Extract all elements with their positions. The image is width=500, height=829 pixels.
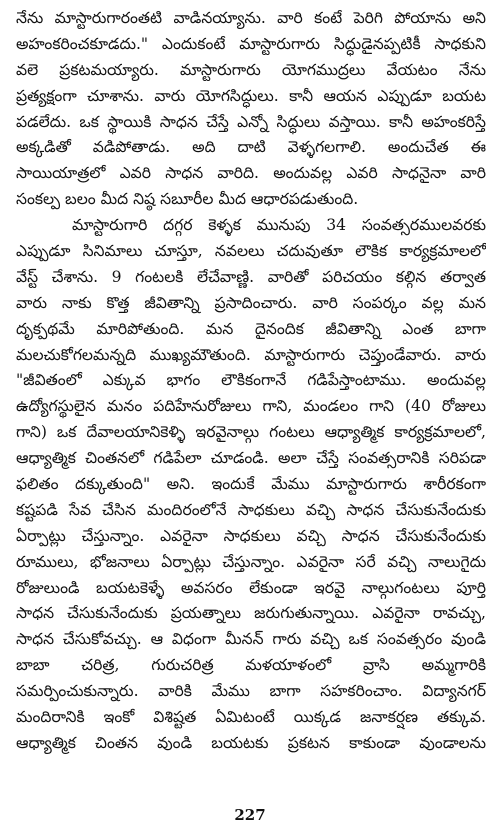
text-line: వలె ప్రకటమయ్యారు. మాస్టారుగారు యోగముద్రలు వేయటం నేను (16, 60, 486, 79)
text-line: ఉద్యోగస్థులైన మనం పదిహేనురోజులు గాని, మండలం గాని (40 రోజులు (16, 397, 486, 416)
text-line: మందిరానికి ఇంకో విశిష్టత ఏమిటంటే యిక్కడ జనాకర్షణ తక్కువ. (16, 708, 486, 727)
text-line: సాధన చేసుకునేందుకు ప్రయత్నాలు జరుగుతున్నాయి. ఎవరైనా రావచ్చు, (16, 604, 486, 623)
text-line: వేస్ట్ చేశాను. 9 గంటలకి లేచేవాణ్ణి. వారితో పరిచయం కల్గిన తర్వాత (16, 267, 486, 286)
text-line: ఏర్పాట్లు చేస్తున్నాం. ఎవరైనా సాధకులు వచ్చి సాధన చేసుకునేందుకు (16, 526, 486, 545)
text-line: వారు నాకు కొత్త జీవితాన్ని ప్రసాదించారు. వారి సంపర్కం వల్ల మన (16, 293, 486, 312)
body-text (16, 6, 486, 757)
text-line: సమర్పించుకున్నారు. వారికి మేము బాగా సహకరించాం. విద్యానగర్ (16, 682, 486, 701)
text-line: నేను మాస్టారుగారంతటి వాడినయ్యాను. వారి కంటే పెరిగి పోయాను అని (16, 9, 486, 27)
text-line: సాయియాత్రలో ఎవరి సాధన వారిది. అందువల్ల ఎవరి సాధనైనా వారి (16, 164, 486, 183)
text-line: సాధన చేసుకోవచ్చు. ఆ విధంగా మీనన్ గారు వచ్చి ఒక సంవత్సరం వుండి (16, 630, 486, 649)
text-line: ఫలితం దక్కుతుంది" అని. ఇందుకే మేము మాస్టారుగారు శారీరకంగా (16, 475, 486, 494)
text-line: దృక్పథమే మారిపోతుంది. మన దైనందిక జీవితాన్ని ఎంత బాగా (16, 319, 486, 338)
text-line: రోజులుండి బయటకెళ్ళే అవసరం లేకుండా ఇరవై నాల్గుగంటలు పూర్తి (16, 578, 486, 597)
text-line: రూములు, భోజనాలు ఏర్పాట్లు చేస్తున్నాం. ఎవరైనా సరే వచ్చి నాలుగైదు (16, 552, 486, 571)
text-line: ఆధ్యాత్మిక చింతన వుండి బయటకు ప్రకటన కాకుండా వుండాలను (16, 733, 486, 752)
text-line: ఎప్పుడూ సినిమాలు చూస్తూ, నవలలు చదువుతూ లౌకిక కార్యక్రమాలలో (16, 242, 486, 261)
text-line: సంకల్ప బలం మీద నిష్ఠ సబూరీల మీద ఆధారపడుతుంది. (16, 190, 359, 209)
text-line: "జీవితంలో ఎక్కువ భాగం లౌకికంగానే గడిపేస్తాంటాము. అందువల్ల (16, 371, 486, 390)
text-line: ఆధ్యాత్మిక చింతనలో గడిపేలా చూడండి. అలా చేస్తే సంవత్సరానికి సరిపడా (16, 449, 486, 468)
paragraph-start-line: మాస్టారుగారి దగ్గర కెళ్ళక మునుపు 34 సంవత్సరములవరకు (72, 216, 486, 235)
text-line: అక్కడితో వడిపోతాడు. అది దాటి వెళ్ళగలగాలి. అందుచేత ఈ (16, 138, 486, 157)
text-line: పడలేదు. ఒక స్థాయికి సాధన చేస్తే ఎన్నో సిద్ధులు వస్తాయి. కానీ అహంకరిస్తే (16, 112, 486, 131)
page-number: 227 (234, 806, 266, 824)
text-line: కష్టపడి సేవ చేసిన మందిరంలోనే సాధకులు వచ్చి సాధన చేసుకునేందుకు (16, 500, 486, 519)
text-line: మలచుకోగలమన్నది ముఖ్యమౌతుంది. మాస్టారుగారు చెప్తుండేవారు. వారు (16, 345, 486, 364)
text-line: బాబా చరిత్ర, గురుచరిత్ర మళయాళంలో వ్రాసి అమ్మగారికి (16, 656, 486, 675)
text-line: ప్రత్యక్షంగా చూశాను. వారు యోగసిద్ధులు. కానీ ఆయన ఎప్పుడూ బయట (16, 86, 486, 105)
text-line: గాని) ఒక దేవాలయానికెళ్ళి ఇరవైనాల్గు గంటలు ఆధ్యాత్మిక కార్యక్రమాలలో, (16, 423, 486, 442)
text-line: అహంకరించకూడదు." ఎందుకంటే మాస్టారుగారు సిద్ధుడైనప్పటికీ సాధకుని (16, 34, 486, 53)
